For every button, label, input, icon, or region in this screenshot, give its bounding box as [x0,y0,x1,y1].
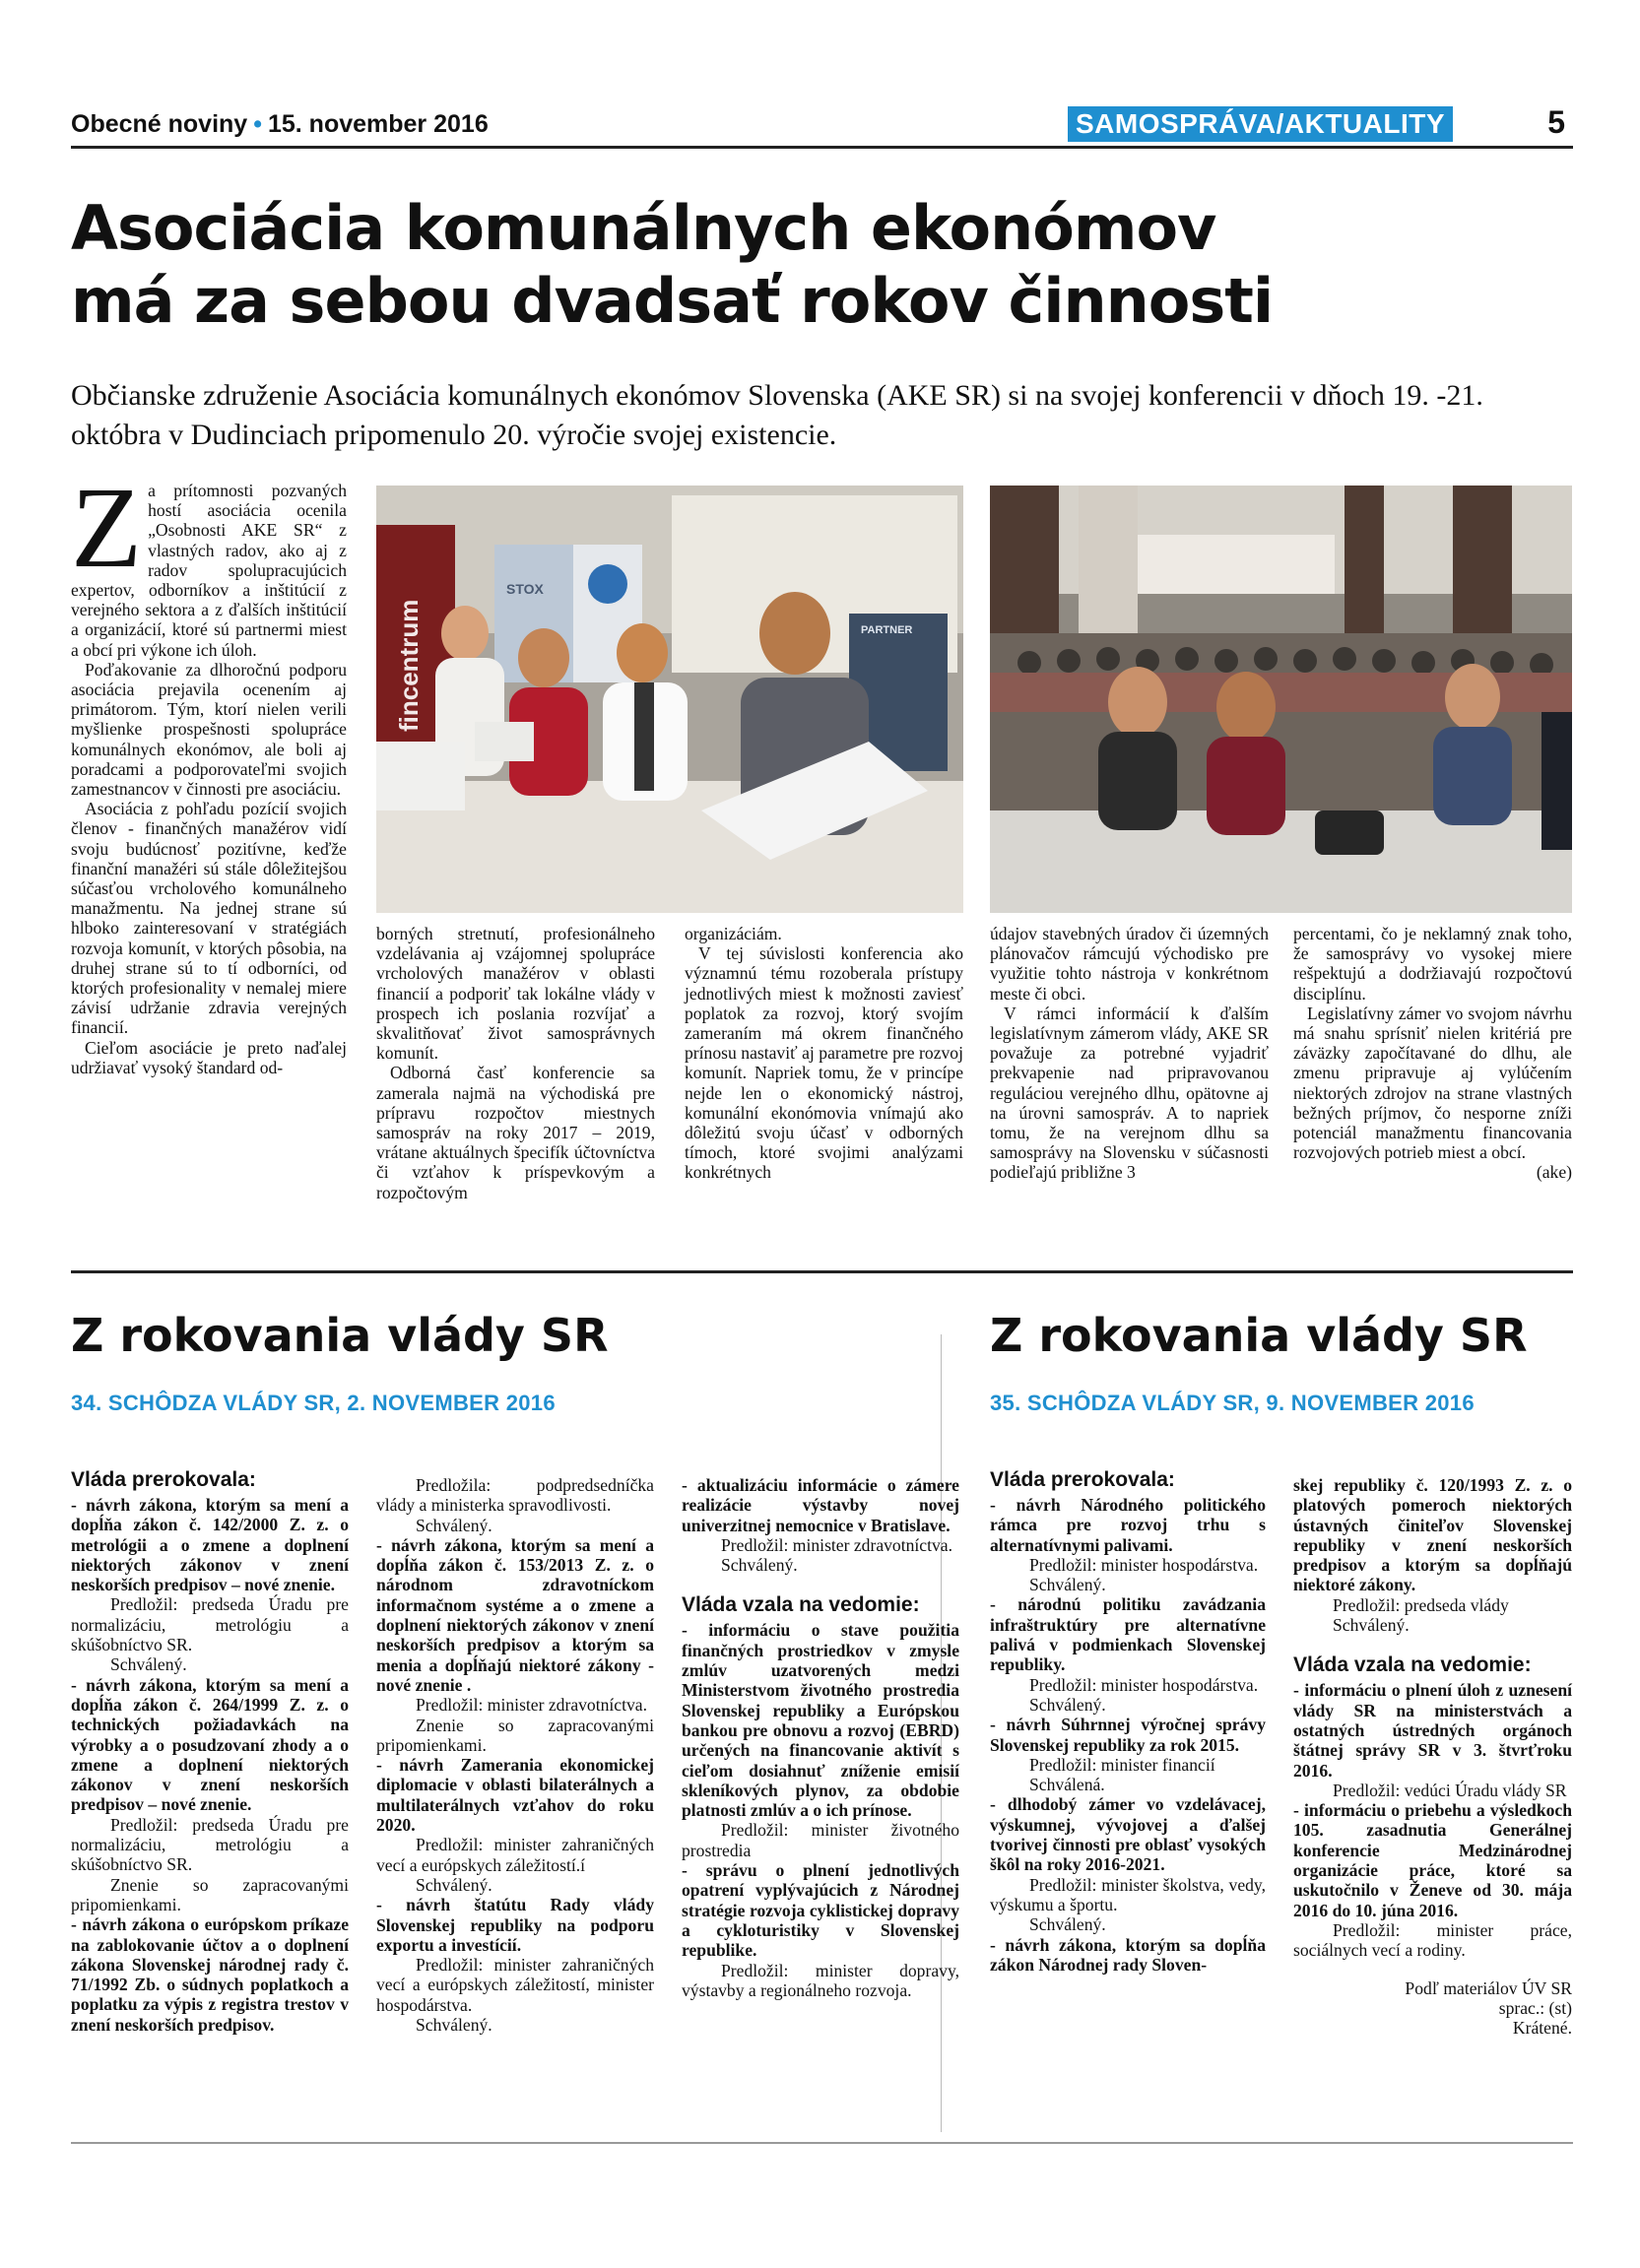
agenda-note: Schválený. [1029,1575,1106,1595]
article-paragraph: Odborná časť konferencie sa zamerala najmä na východiská pre prípravu rozpočtov miestnych samospráv na roky 2017 – 2019, vrátane aktuálnych špecifík účtovníctva či vzťahov k príspevkovým a rozpočtovým [376,1063,655,1202]
gov-right-title: Z rokovania vlády SR [990,1309,1528,1362]
agenda-item: - správu o plnení jednotlivých opatrení vyplývajúcich z Národnej stratégie rozvoja cyklistickej dopravy a cykloturistiky v Slovenskej republike. [682,1860,959,1961]
paragraph-text: a prítomnosti pozvaných hostí asociácia ocenila „Osobnosti AKE SR“ z vlastných radov, ako aj z radov spolupracujúcich expertov, odborníkov a inštitúcií z verejného sektora a z ďalších inštitúcií a organizácií, ktoré sú partnermi miest a obcí pri výkone ich úloh. [71,481,347,660]
article-paragraph: Poďakovanie za dlhoročnú podporu asociácia prejavila ocenením aj primátorom. Tým, ktorí nielen verili myšlienke prospešnosti spolupráce komunálnych ekonómov, ale boli aj poradcami a podporovateľmi svojich zamestnancov v činnosti pre asociáciu. [71,659,347,800]
sign-text: fincentrum [394,599,424,732]
agenda-item: - návrh zákona, ktorým sa mení a dopĺňa zákon č. 264/1999 Z. z. o technických požiadavkách na výrobky a o posudzovaní zhody a o zmene a doplnení niektorých zákonov v znení neskorších predpisov – nové znenie. [71,1674,349,1815]
agenda-note: Predložil: predseda vlády [1333,1594,1509,1615]
section-divider [71,1270,1573,1273]
article-column-2 [376,924,655,1202]
agenda-note: Predložil: minister zdravotníctva. [416,1695,648,1716]
agenda-item: - návrh štatútu Rady vlády Slovenskej republiky na podporu exportu a investícií. [376,1895,654,1955]
agenda-note: Schválený. [1333,1615,1410,1636]
agenda-item: - návrh zákona, ktorým sa dopĺňa zákon Národnej rady Sloven- [990,1934,1266,1975]
article-column-1 [71,463,347,1077]
agenda-note: Predložila: podpredsedníčka vlády a ministerka spravodlivosti. [376,1475,654,1516]
agenda-note: Predložil: minister hospodárstva. [1029,1674,1259,1695]
masthead [71,110,489,139]
agenda-note: Schválený. [416,1874,492,1895]
article-paragraph: percentami, čo je neklamný znak toho, že samosprávy vo vysokej miere rešpektujú a dodržiavajú rozpočtovú disciplínu. [1293,924,1572,1004]
article-paragraph: V tej súvislosti konferencia ako významnú tému rozoberala prístupy jednotlivých miest k možnosti zaviesť poplatok za rozvoj, ktorý svojím zameraním má okrem finančného prínosu nastaviť aj parametre pre rozvoj komunít. Napriek tomu, že v princípe nejde len o ekonomický nástroj, komunální ekonómovia vnímajú ako dôležitú svoju účasť v odborných tímoch, ktoré svojimi analýzami konkrétnych [685,943,963,1183]
source-note: Podľ materiálov ÚV SR [1405,1977,1572,1998]
agenda-note: Schválený. [1029,1694,1106,1715]
issue-date: 15. november 2016 [267,110,489,138]
agenda-note: Predložil: minister práce, sociálnych vecí a rodiny. [1293,1919,1572,1961]
agenda-note: Znenie so zapracovanými pripomienkami. [71,1874,349,1914]
article-column-4 [990,924,1269,1183]
gov-right-column-2 [1293,1475,1572,2038]
source-note: sprac.: (st) [1498,1997,1572,2018]
page-number: 5 [1547,104,1565,140]
agenda-item: - návrh Súhrnnej výročnej správy Slovenskej republiky za rok 2015. [990,1715,1266,1755]
agenda-note: Predložil: minister hospodárstva. [1029,1554,1259,1575]
title-line-2: má za sebou dvadsať rokov činnosti [71,265,1274,337]
article-paragraph: údajov stavebných úradov či územných plánovačov rámcujú východisko pre využitie tohto nástroja v konkrétnom meste či obci. [990,924,1269,1004]
agenda-item: - informáciu o priebehu a výsledkoch 105. zasadnutia Generálnej konferencie Medzinárodnej organizácie práce, ktoré sa uskutočnilo v Ženeve od 30. mája 2016 do 10. júna 2016. [1293,1800,1572,1920]
title-line-1: Asociácia komunálnych ekonómov [71,192,1216,264]
agenda-note: Schválený. [110,1654,187,1675]
article-title [71,192,1568,338]
spacer [1293,1635,1572,1652]
article-paragraph: borných stretnutí, profesionálneho vzdelávania aj vzájomnej spolupráce vrcholových manažérov v oblasti financií a podporiť tak lokálne vlády v prospech ich poslania rozvíjať a skvalitňovať život samosprávnych komunít. [376,924,655,1064]
agenda-note: Predložil: predseda Úradu pre normalizáciu, metrológiu a skúšobníctvo SR. [71,1594,349,1655]
audience-photo-panel-image [990,486,1572,913]
paper-name: Obecné noviny [71,110,248,138]
conference-photo-panel-image [376,486,963,913]
agenda-note: Schválený. [416,1515,492,1535]
header-rule [71,146,1573,149]
agenda-item: - informáciu o stave použitia finančných prostriedkov v zmysle zmlúv uzatvorených medzi Ministerstvom životného prostredia Slovenskej republiky a Európskou bankou pre obnovu a rozvoj (EBRD) určených na financovanie aktivít s cieľom dosiahnuť zníženie emisií skleníkových plynov, za obdobie platnosti zmlúv a o ich prínose. [682,1620,959,1821]
agenda-note: Predložil: minister financií [1029,1754,1215,1775]
agenda-item: - návrh zákona o európskom príkaze na zablokovanie účtov a o doplnení zákona Slovenskej národnej rady č. 71/1992 Zb. o súdnych poplatkoch a poplatku za výpis z registra trestov v znení neskorších predpisov. [71,1914,349,2035]
article-column-3 [685,924,963,1183]
article-paragraph: organizáciám. [685,924,782,943]
agenda-note: Predložil: minister zdravotníctva. [721,1534,953,1555]
footer-rule [71,2142,1573,2144]
separator-dot: • [253,110,262,138]
article-column-5 [1293,924,1572,1183]
subsection-heading: Vláda vzala na vedomie: [682,1593,920,1617]
subsection-heading: Vláda prerokovala: [71,1468,256,1491]
page-header [71,106,1573,146]
article-paragraph: Cieľom asociácie je preto naďalej udržiavať vysoký štandard od- [71,1037,347,1077]
article-paragraph: Legislatívny zámer vo svojom návrhu má snahu sprísniť nielen kritériá pre záväzky započítavané do dlhu, ale zmenu pripravuje aj vylúčením niektorých zdrojov na strane vlastných bežných príjmov, čo nesporne zníži potenciál manažmentu financovania rozvojových potrieb miest a obcí. [1293,1003,1572,1163]
agenda-note: Predložil: minister zahraničných vecí a európskych záležitostí, minister hospodárstva. [376,1955,654,2015]
agenda-note: Predložil: minister zahraničných vecí a európskych záležitostí.í [376,1835,654,1875]
agenda-note: Schválený. [721,1555,798,1576]
dropcap: Z [71,463,143,592]
agenda-note: Predložil: minister dopravy, výstavby a regionálneho rozvoja. [682,1960,959,2000]
agenda-item: - národnú politiku zavádzania infraštruktúry pre alternatívne palivá v podmienkach Slovenskej republiky. [990,1594,1266,1675]
article-signature: (ake) [1536,1162,1572,1183]
section-label: SAMOSPRÁVA/AKTUALITY [1068,106,1453,142]
agenda-note: Predložil: minister životného prostredia [682,1820,959,1860]
agenda-item: - návrh zákona, ktorým sa mení a dopĺňa zákon č. 153/2013 Z. z. o národnom zdravotníckom informačnom systéme a o zmene a doplnení niektorých zákonov v znení neskorších predpisov a ktorým sa menia a dopĺňajú niektoré zákony - nové znenie . [376,1534,654,1695]
agenda-item: - návrh zákona, ktorým sa mení a dopĺňa zákon č. 142/2000 Z. z. o metrológii a o zmene a doplnení niektorých zákonov v znení neskorších predpisov – nové znenie. [71,1495,349,1595]
subsection-heading: Vláda prerokovala: [990,1468,1175,1491]
agenda-item: - informáciu o plnení úloh z uznesení vlády SR na ministerstvách a ostatných ústredných orgánoch štátnej správy SR v 3. štvrťroku 2016. [1293,1680,1572,1781]
agenda-note: Schválený. [416,2015,492,2036]
agenda-note: Predložil: predseda Úradu pre normalizáciu, metrológiu a skúšobníctvo SR. [71,1814,349,1875]
article-paragraph [71,463,347,660]
agenda-note: Schválená. [1029,1775,1105,1795]
agenda-item: - aktualizáciu informácie o zámere realizácie výstavby novej univerzitnej nemocnice v Bratislave. [682,1475,959,1535]
article-paragraph: V rámci informácií k ďalším legislatívnym zámerom vlády, AKE SR považuje za potrebné vyjadriť prekvapenie nad pripravovanou reguláciou verejného dlhu, opätovne aj na úrovni samospráv. A to napriek tomu, že na verejnom dlhu sa samosprávy na Slovensku v súčasnosti podieľajú približne 3 [990,1003,1269,1183]
gov-left-column-3 [682,1475,959,2000]
agenda-note: Predložil: minister školstva, vedy, výskumu a športu. [990,1874,1266,1914]
gov-left-subtitle: 34. SCHÔDZA VLÁDY SR, 2. NOVEMBER 2016 [71,1391,556,1415]
audience-photo-panel [990,486,1572,913]
board-text-1: STOX [506,581,544,597]
spacer [1293,1961,1572,1978]
gov-right-subtitle: 35. SCHÔDZA VLÁDY SR, 9. NOVEMBER 2016 [990,1391,1475,1415]
agenda-item: skej republiky č. 120/1993 Z. z. o platových pomeroch niektorých ústavných činiteľov Slovenskej republiky v znení neskorších predpisov a ktorým sa dopĺňajú niektoré zákony. [1293,1475,1572,1595]
agenda-note: Predložil: vedúci Úradu vlády SR [1333,1780,1567,1800]
agenda-item: - dlhodobý zámer vo vzdelávacej, výskumnej, vývojovej a ďalšej tvorivej činnosti pre oblasť vysokých škôl na roky 2016-2021. [990,1794,1266,1875]
agenda-item: - návrh Zamerania ekonomickej diplomacie v oblasti bilaterálnych a multilaterálnych vzťahov do roku 2020. [376,1755,654,1836]
board-text-2: PARTNER [861,624,913,636]
conference-photo-panel [376,486,963,913]
spacer [682,1575,959,1592]
subsection-heading: Vláda vzala na vedomie: [1293,1653,1532,1677]
gov-left-column-1 [71,1467,349,2035]
agenda-item: - návrh Národného politického rámca pre rozvoj trhu s alternatívnymi palivami. [990,1495,1266,1555]
article-lead: Občianske združenie Asociácia komunálnych ekonómov Slovenska (AKE SR) si na svojej konferencii v dňoch 19. -21. októbra v Dudinciach pripomenulo 20. výročie svojej existencie. [71,379,1483,451]
gov-left-title: Z rokovania vlády SR [71,1309,609,1362]
article-paragraph: Asociácia z pohľadu pozícií svojich členov - finančných manažérov vidí svoju budúcnosť pozitívne, keďže finanční manažéri sú stále dôležitejšou súčasťou vrcholového komunálneho manažmentu. Na jednej strane sú hlboko zainteresovaní v stratégiách rozvoja komunít, v ktorých pôsobia, na druhej strane sú to tí odborníci, od ktorých profesionality v nemalej miere závisí udržanie zdravia verejných financií. [71,799,347,1038]
agenda-note: Schválený. [1029,1914,1106,1935]
gov-left-column-2 [376,1475,654,2035]
agenda-note: Znenie so zapracovanými pripomienkami. [376,1715,654,1755]
gov-right-column-1 [990,1467,1266,1975]
source-note: Krátené. [1512,2018,1572,2039]
